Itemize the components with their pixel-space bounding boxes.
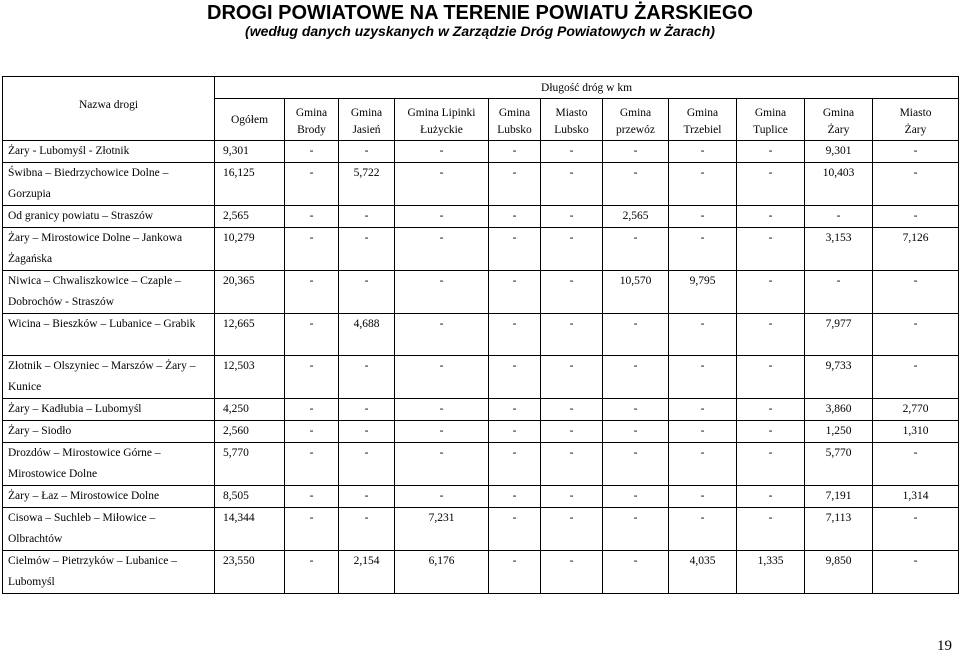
value-cell: - — [737, 206, 805, 228]
value-cell: - — [285, 314, 339, 356]
column-header-bottom: Lubsko — [489, 119, 541, 141]
value-cell: - — [395, 314, 489, 356]
value-cell: - — [669, 228, 737, 271]
value-cell: - — [489, 356, 541, 399]
road-name-cell: Żary – Kadłubia – Lubomyśl — [3, 399, 215, 421]
value-cell: - — [603, 314, 669, 356]
value-cell: - — [669, 508, 737, 551]
column-header-bottom: Żary — [805, 119, 873, 141]
value-cell: 2,770 — [873, 399, 959, 421]
value-cell: - — [489, 443, 541, 486]
value-cell: - — [339, 141, 395, 163]
value-cell: - — [285, 443, 339, 486]
value-cell: 1,310 — [873, 421, 959, 443]
value-cell: 7,231 — [395, 508, 489, 551]
value-cell: - — [541, 399, 603, 421]
value-cell: - — [339, 206, 395, 228]
value-cell: - — [737, 421, 805, 443]
value-cell: 2,154 — [339, 551, 395, 594]
value-cell: - — [603, 443, 669, 486]
road-name-cell: Drozdów – Mirostowice Górne – Mirostowice Dolne — [3, 443, 215, 486]
value-cell: - — [737, 163, 805, 206]
value-cell: - — [489, 141, 541, 163]
value-cell: - — [669, 399, 737, 421]
value-cell: - — [285, 356, 339, 399]
value-cell: - — [669, 486, 737, 508]
table-row — [3, 141, 959, 163]
column-header-bottom: Tuplice — [737, 119, 805, 141]
value-cell: 5,770 — [805, 443, 873, 486]
value-cell: - — [285, 271, 339, 314]
value-cell: - — [489, 551, 541, 594]
value-cell: - — [737, 399, 805, 421]
value-cell: 1,314 — [873, 486, 959, 508]
road-name-cell: Złotnik – Olszyniec – Marszów – Żary – Kunice — [3, 356, 215, 399]
value-cell: - — [285, 508, 339, 551]
value-cell: - — [737, 356, 805, 399]
value-cell: - — [541, 356, 603, 399]
value-cell: - — [489, 508, 541, 551]
column-header-top: Gmina — [737, 99, 805, 120]
value-cell: - — [603, 163, 669, 206]
value-cell: 1,250 — [805, 421, 873, 443]
total-cell: 2,565 — [215, 206, 285, 228]
value-cell: - — [541, 443, 603, 486]
table-row — [3, 551, 959, 594]
road-name-cell: Świbna – Biedrzychowice Dolne – Gorzupia — [3, 163, 215, 206]
value-cell: - — [873, 508, 959, 551]
total-cell: 9,301 — [215, 141, 285, 163]
value-cell: - — [873, 443, 959, 486]
value-cell: 6,176 — [395, 551, 489, 594]
table-row — [3, 314, 959, 356]
value-cell: - — [541, 421, 603, 443]
column-header-top: Gmina Lipinki — [395, 99, 489, 120]
value-cell: - — [489, 314, 541, 356]
value-cell: - — [737, 271, 805, 314]
column-header-bottom: Żary — [873, 119, 959, 141]
road-name-cell: Wicina – Bieszków – Lubanice – Grabik — [3, 314, 215, 356]
value-cell: - — [339, 399, 395, 421]
table-row — [3, 399, 959, 421]
column-header-bottom: Trzebiel — [669, 119, 737, 141]
value-cell: - — [541, 141, 603, 163]
value-cell: 4,035 — [669, 551, 737, 594]
value-cell: - — [395, 356, 489, 399]
total-cell: 4,250 — [215, 399, 285, 421]
value-cell: - — [339, 356, 395, 399]
value-cell: - — [541, 206, 603, 228]
value-cell: - — [285, 486, 339, 508]
page-subtitle: (według danych uzyskanych w Zarządzie Dróg Powiatowych w Żarach) — [245, 23, 715, 39]
total-cell: 16,125 — [215, 163, 285, 206]
value-cell: 1,335 — [737, 551, 805, 594]
value-cell: - — [285, 206, 339, 228]
value-cell: - — [489, 486, 541, 508]
value-cell: - — [541, 551, 603, 594]
value-cell: - — [285, 399, 339, 421]
road-name-cell: Żary – Mirostowice Dolne – Jankowa Żagańska — [3, 228, 215, 271]
column-header-bottom: Lubsko — [541, 119, 603, 141]
value-cell: - — [395, 486, 489, 508]
length-group-header: Długość dróg w km — [215, 77, 959, 99]
value-cell: - — [395, 271, 489, 314]
value-cell: - — [737, 486, 805, 508]
value-cell: - — [541, 163, 603, 206]
value-cell: - — [395, 399, 489, 421]
table-row — [3, 421, 959, 443]
table-header — [3, 77, 959, 141]
column-header-top: Gmina — [669, 99, 737, 120]
value-cell: 10,570 — [603, 271, 669, 314]
value-cell: 7,191 — [805, 486, 873, 508]
value-cell: - — [285, 141, 339, 163]
value-cell: - — [737, 141, 805, 163]
table-row — [3, 356, 959, 399]
column-header-bottom: Łużyckie — [395, 119, 489, 141]
value-cell: - — [339, 421, 395, 443]
value-cell: - — [489, 163, 541, 206]
value-cell: - — [541, 314, 603, 356]
value-cell: - — [489, 228, 541, 271]
value-cell: - — [669, 141, 737, 163]
value-cell: - — [873, 163, 959, 206]
value-cell: - — [873, 551, 959, 594]
value-cell: - — [395, 443, 489, 486]
value-cell: - — [737, 314, 805, 356]
name-column-header: Nazwa drogi — [3, 77, 215, 141]
table-row — [3, 508, 959, 551]
value-cell: - — [285, 228, 339, 271]
value-cell: - — [541, 508, 603, 551]
value-cell: - — [489, 421, 541, 443]
road-name-cell: Cielmów – Pietrzyków – Lubanice – Lubomyśl — [3, 551, 215, 594]
total-cell: 2,560 — [215, 421, 285, 443]
value-cell: - — [339, 486, 395, 508]
value-cell: - — [603, 228, 669, 271]
value-cell: - — [603, 486, 669, 508]
total-column-header: Ogółem — [215, 99, 285, 141]
value-cell: - — [737, 443, 805, 486]
value-cell: - — [541, 228, 603, 271]
column-header-bottom: Brody — [285, 119, 339, 141]
value-cell: 9,795 — [669, 271, 737, 314]
header-row-1 — [3, 77, 959, 99]
value-cell: - — [805, 206, 873, 228]
value-cell: 5,722 — [339, 163, 395, 206]
table-row — [3, 271, 959, 314]
total-cell: 20,365 — [215, 271, 285, 314]
value-cell: 10,403 — [805, 163, 873, 206]
value-cell: - — [285, 551, 339, 594]
value-cell: 3,153 — [805, 228, 873, 271]
table-row — [3, 486, 959, 508]
value-cell: - — [805, 271, 873, 314]
value-cell: 4,688 — [339, 314, 395, 356]
column-header-top: Gmina — [603, 99, 669, 120]
table-row — [3, 443, 959, 486]
value-cell: - — [669, 356, 737, 399]
table-row — [3, 206, 959, 228]
total-cell: 12,665 — [215, 314, 285, 356]
road-name-cell: Cisowa – Suchleb – Miłowice – Olbrachtów — [3, 508, 215, 551]
value-cell: - — [669, 314, 737, 356]
column-header-bottom: Jasień — [339, 119, 395, 141]
total-cell: 5,770 — [215, 443, 285, 486]
value-cell: - — [339, 271, 395, 314]
road-name-cell: Żary – Siodło — [3, 421, 215, 443]
value-cell: 9,301 — [805, 141, 873, 163]
value-cell: - — [737, 228, 805, 271]
value-cell: 7,977 — [805, 314, 873, 356]
value-cell: 9,850 — [805, 551, 873, 594]
value-cell: - — [669, 421, 737, 443]
total-cell: 8,505 — [215, 486, 285, 508]
column-header-top: Miasto — [873, 99, 959, 120]
total-cell: 14,344 — [215, 508, 285, 551]
value-cell: - — [603, 508, 669, 551]
value-cell: 7,126 — [873, 228, 959, 271]
value-cell: - — [873, 314, 959, 356]
value-cell: - — [395, 141, 489, 163]
value-cell: 9,733 — [805, 356, 873, 399]
value-cell: 2,565 — [603, 206, 669, 228]
value-cell: - — [873, 271, 959, 314]
value-cell: - — [395, 163, 489, 206]
total-cell: 23,550 — [215, 551, 285, 594]
value-cell: - — [489, 271, 541, 314]
road-name-cell: Żary – Łaz – Mirostowice Dolne — [3, 486, 215, 508]
value-cell: - — [339, 508, 395, 551]
road-name-cell: Niwica – Chwaliszkowice – Czaple – Dobrochów - Straszów — [3, 271, 215, 314]
column-header-top: Gmina — [339, 99, 395, 120]
value-cell: - — [489, 399, 541, 421]
page-number: 19 — [937, 638, 952, 654]
value-cell: - — [339, 443, 395, 486]
road-name-cell: Od granicy powiatu – Straszów — [3, 206, 215, 228]
value-cell: - — [603, 356, 669, 399]
value-cell: - — [669, 163, 737, 206]
value-cell: - — [669, 443, 737, 486]
value-cell: - — [603, 551, 669, 594]
total-cell: 10,279 — [215, 228, 285, 271]
value-cell: - — [737, 508, 805, 551]
value-cell: - — [395, 228, 489, 271]
column-header-top: Miasto — [541, 99, 603, 120]
column-header-top: Gmina — [805, 99, 873, 120]
value-cell: - — [873, 206, 959, 228]
value-cell: - — [285, 163, 339, 206]
table-row — [3, 163, 959, 206]
value-cell: - — [489, 206, 541, 228]
value-cell: - — [285, 421, 339, 443]
value-cell: - — [603, 399, 669, 421]
value-cell: - — [395, 206, 489, 228]
value-cell: - — [395, 421, 489, 443]
total-cell: 12,503 — [215, 356, 285, 399]
road-name-cell: Żary - Lubomyśl - Złotnik — [3, 141, 215, 163]
value-cell: 3,860 — [805, 399, 873, 421]
value-cell: - — [541, 271, 603, 314]
value-cell: - — [603, 421, 669, 443]
table-body — [3, 141, 959, 594]
value-cell: - — [541, 486, 603, 508]
value-cell: - — [339, 228, 395, 271]
value-cell: - — [603, 141, 669, 163]
column-header-bottom: przewóz — [603, 119, 669, 141]
column-header-top: Gmina — [489, 99, 541, 120]
roads-table — [2, 76, 959, 594]
table-row — [3, 228, 959, 271]
page-title: DROGI POWIATOWE NA TERENIE POWIATU ŻARSKIEGO — [207, 2, 753, 24]
value-cell: 7,113 — [805, 508, 873, 551]
value-cell: - — [873, 356, 959, 399]
column-header-top: Gmina — [285, 99, 339, 120]
value-cell: - — [873, 141, 959, 163]
value-cell: - — [669, 206, 737, 228]
